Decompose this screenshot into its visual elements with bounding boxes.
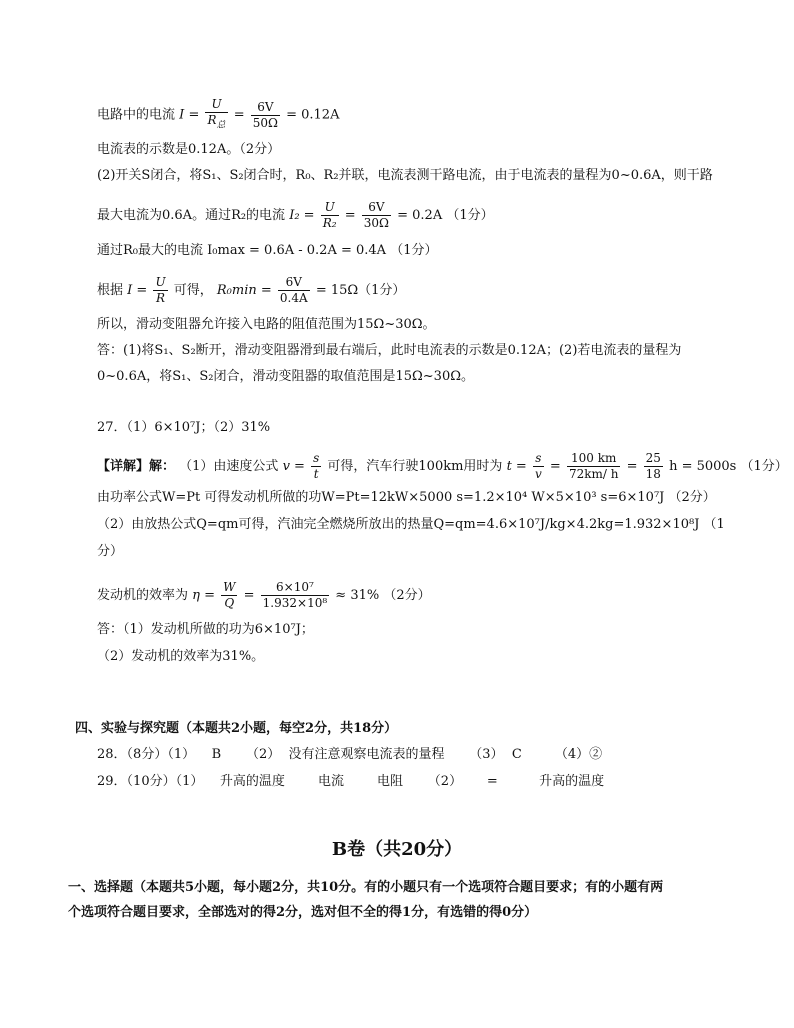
fraction-25-over-18 <box>644 451 663 482</box>
fraction-numerator: 6×10⁷ <box>261 580 330 596</box>
q27-answer-2: （2）发动机的效率为31%。 <box>97 649 265 664</box>
fraction-U-over-R <box>153 275 167 306</box>
symbol-I: I <box>179 107 185 123</box>
fraction-denominator: 18 <box>645 467 661 481</box>
answer-line-2: 0~0.6A，将S₁、S₂闭合，滑动变阻器的取值范围是15Ω~30Ω。 <box>97 369 474 384</box>
q2-line-1: (2)开关S闭合，将S₁、S₂闭合时，R₀、R₂并联，电流表测干路电流，由于电流表的量程为0~0.6A，则干路 <box>97 168 713 183</box>
fraction-numerator: 100 km <box>567 451 621 467</box>
fraction-numerator: U <box>321 200 339 216</box>
fraction-numerator: W <box>223 580 236 594</box>
symbol-eta: η = <box>192 588 215 603</box>
fraction-numerator: s <box>533 451 544 467</box>
equals-sign: = <box>243 588 255 603</box>
r0-max-expr: I₀max = 0.6A - 0.2A = 0.4A （1分） <box>207 243 438 258</box>
part-b-section-1-line-2: 个选项符合题目要求，全部选对的得2分，选对但不全的得1分，有选错的得0分） <box>68 905 538 920</box>
current-formula-line: 电路中的电流 I = $\frac{U}{R_总}$ = $\frac{6V}{50\Omega}$ = 0.12A <box>97 97 339 133</box>
fraction-W-over-Q <box>221 580 237 611</box>
ohm-prefix: 根据 <box>97 283 124 298</box>
eff-prefix: 发动机的效率为 <box>97 588 189 603</box>
q27-header: 27．（1）6×10⁷J；（2）31% <box>97 420 271 435</box>
fraction-numerator: U <box>155 275 166 289</box>
range-line: 所以，滑动变阻器允许接入电路的阻值范围为15Ω~30Ω。 <box>97 317 436 332</box>
q27-efficiency-line <box>97 580 431 611</box>
fraction-6V-over-0.4A <box>278 275 310 306</box>
q27-power-line: 由功率公式W=Pt 可得发动机所做的功W=Pt=12kW×5000 s=1.2×10⁴ W×5×10³ s=6×10⁷J （2分） <box>97 490 716 505</box>
section-4-title: 四、实验与探究题（本题共2小题，每空2分，共18分） <box>75 721 398 736</box>
fraction-denominator: 30Ω <box>363 216 389 230</box>
speed-result: h = 5000s （1分） <box>669 459 788 474</box>
part-b-section-1-line-1: 一、选择题（本题共5小题，每小题2分，共10分。有的小题只有一个选项符合题目要求；有的小题有两 <box>68 880 664 895</box>
fraction-U-over-R2 <box>321 200 339 231</box>
ohm-law-line <box>97 275 405 306</box>
fraction-6V-over-50ohm <box>251 100 280 131</box>
fraction-denominator: 1.932×10⁸ <box>262 596 328 610</box>
q27-speed-line: 【详解】解： （1）由速度公式 v = $\frac{s}{t}$ 可得，汽车行驶100km用时为 t = $\frac{s}{v}$ = $\frac{100 km}{72km/ h}$ = $\frac{25}{18}$ h = 5000s （1分） <box>97 451 788 481</box>
symbol-I2: I₂ = <box>289 208 315 223</box>
speed-mid: 可得，汽车行驶100km用时为 <box>327 459 503 474</box>
symbol-t: t = <box>506 459 527 474</box>
fraction-denominator: v <box>534 467 542 481</box>
fraction-denominator: 50Ω <box>252 115 278 130</box>
q27-heat-line-cont: 分） <box>97 544 124 559</box>
r0-max-prefix: 通过R₀最大的电流 <box>97 243 203 258</box>
fraction-100km-over-72kmh <box>567 451 621 482</box>
fraction-numerator: U <box>205 97 227 113</box>
fraction-numerator: s <box>313 451 320 465</box>
q27-heat-line: （2）由放热公式Q=qm可得，汽油完全燃烧所放出的热量Q=qm=4.6×10⁷J/kg×4.2kg=1.932×10⁸J （1 <box>97 517 725 532</box>
fraction-numerator: 6V <box>278 275 310 291</box>
eff-result: ≈ 31% （2分） <box>335 588 431 603</box>
fraction-denominator: t <box>313 467 319 481</box>
symbol-v: v = <box>282 459 305 474</box>
r0-max-current-line <box>97 242 437 260</box>
current-prefix: 电路中的电流 <box>97 107 176 123</box>
fraction-s-over-t <box>311 451 321 482</box>
part-b-title: B卷（共20分） <box>331 839 463 860</box>
fraction-denominator: R <box>156 291 166 305</box>
q29-answers: 29．（10分）（1） 升高的温度 电流 电阻 （2） = 升高的温度 <box>97 774 605 789</box>
fraction-numerator: 25 <box>645 451 661 465</box>
detail-label: 【详解】解： <box>97 459 176 474</box>
current-result: = 0.12A <box>286 107 340 123</box>
q27-answer-1: 答：（1）发动机所做的功为6×10⁷J； <box>97 622 314 637</box>
q2-line-2-result: = 0.2A （1分） <box>397 208 494 223</box>
answer-line-1: 答：(1)将S₁、S₂断开，滑动变阻器滑到最右端后，此时电流表的示数是0.12A；(2)若电流表的量程为 <box>97 343 682 358</box>
q28-answers: 28．（8分）（1） B （2） 没有注意观察电流表的量程 （3） C （4）② <box>97 747 603 762</box>
equals-sign: = <box>188 107 200 123</box>
equals-sign: = <box>626 459 638 474</box>
speed-prefix: （1）由速度公式 <box>179 459 279 474</box>
fraction-6V-over-30ohm <box>362 200 391 231</box>
fraction-numerator: 6V <box>251 100 280 116</box>
fraction-denominator: $R_总$ <box>207 113 226 131</box>
q2-line-2: 最大电流为0.6A。通过R₂的电流 I₂ = $\frac{U}{\text{R₂}}$ = $\frac{6V}{30\Omega}$ = 0.2A （1分） <box>97 200 494 230</box>
symbol-I: I = <box>127 283 148 298</box>
q2-line-2-prefix: 最大电流为0.6A。通过R₂的电流 <box>97 208 286 223</box>
ammeter-reading: 电流表的示数是0.12A。（2分） <box>97 142 281 157</box>
fraction-denominator: 0.4A <box>279 291 308 305</box>
fraction-s-over-v <box>533 451 544 482</box>
fraction-denominator: Q <box>224 596 235 610</box>
ohm-mid: 可得， <box>173 283 213 298</box>
ohm-result: = 15Ω（1分） <box>315 283 406 298</box>
fraction-U-over-R <box>205 97 227 133</box>
fraction-denominator: 72km/ h <box>568 467 619 481</box>
fraction-denominator: R₂ <box>322 216 337 230</box>
fraction-numerator: 6V <box>362 200 391 216</box>
fraction-6e7-over-1.932e8 <box>261 580 330 611</box>
symbol-R0min: R₀min = <box>216 283 272 298</box>
